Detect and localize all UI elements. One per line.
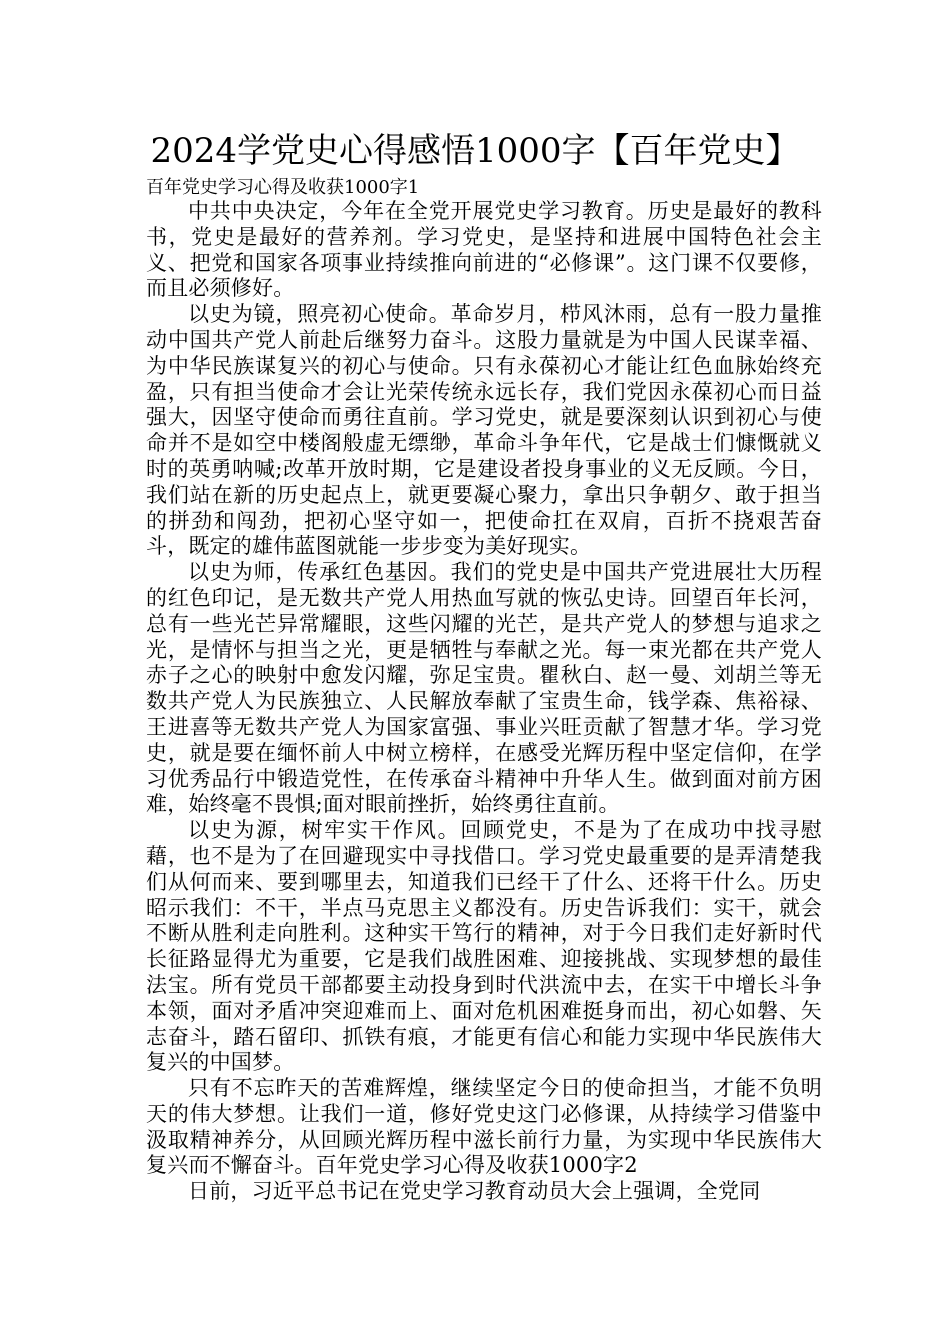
section-subtitle: 百年党史学习心得及收获1000字1 — [146, 177, 420, 198]
paragraph: 以史为师，传承红色基因。我们的党史是中国共产党进展壮大历程的红色印记，是无数共产党人用热血写就的恢弘史诗。回望百年长河，总有一些光芒异常耀眼，这些闪耀的光芒，是共产党人的梦想与追求之光，是情怀与担当之光，更是牺牲与奉献之光。每一束光都在共产党人赤子之心的映射中愈发闪耀，弥足宝贵。瞿秋白、赵一曼、刘胡兰等无数共产党人为民族独立、人民解放奉献了宝贵生命，钱学森、焦裕禄、王进喜等无数共产党人为国家富强、事业兴旺贡献了智慧才华。学习党史，就是要在缅怀前人中树立榜样，在感受光辉历程中坚定信仰，在学习优秀品行中锻造党性，在传承奋斗精神中升华人生。做到面对前方困难，始终毫不畏惧;面对眼前挫折，始终勇往直前。 — [146, 560, 822, 817]
paragraph: 以史为镜，照亮初心使命。革命岁月，栉风沐雨，总有一股力量推动中国共产党人前赴后继努力奋斗。这股力量就是为中国人民谋幸福、为中华民族谋复兴的初心与使命。只有永葆初心才能让红色血脉始终充盈，只有担当使命才会让光荣传统永远长存，我们党因永葆初心而日益强大，因坚守使命而勇往直前。学习党史，就是要深刻认识到初心与使命并不是如空中楼阁般虚无缥缈，革命斗争年代，它是战士们慷慨就义时的英勇呐喊;改革开放时期，它是建设者投身事业的义无反顾。今日，我们站在新的历史起点上，就更要凝心聚力，拿出只争朝夕、敢于担当的拼劲和闯劲，把初心坚守如一，把使命扛在双肩，百折不挠艰苦奋斗，既定的雄伟蓝图就能一步步变为美好现实。 — [146, 302, 822, 559]
document-title: 2024学党史心得感悟1000字【百年党史】 — [150, 131, 800, 171]
paragraph: 中共中央决定，今年在全党开展党史学习教育。历史是最好的教科书，党史是最好的营养剂。学习党史，是坚持和进展中国特色社会主义、把党和国家各项事业持续推向前进的“必修课”。这门课不仅要修，而且必须修好。 — [146, 199, 822, 301]
paragraph: 以史为源，树牢实干作风。回顾党史，不是为了在成功中找寻慰藉，也不是为了在回避现实中寻找借口。学习党史最重要的是弄清楚我们从何而来、要到哪里去，知道我们已经干了什么、还将干什么。历史昭示我们：不干，半点马克思主义都没有。历史告诉我们：实干，就会不断从胜利走向胜利。这种实干笃行的精神，对于今日我们走好新时代长征路显得尤为重要，它是我们战胜困难、迎接挑战、实现梦想的最佳法宝。所有党员干部都要主动投身到时代洪流中去，在实干中增长斗争本领，面对矛盾冲突迎难而上、面对危机困难挺身而出，初心如磐、矢志奋斗，踏石留印、抓铁有痕，才能更有信心和能力实现中华民族伟大复兴的中国梦。 — [146, 818, 822, 1075]
paragraph: 只有不忘昨天的苦难辉煌，继续坚定今日的使命担当，才能不负明天的伟大梦想。让我们一道，修好党史这门必修课，从持续学习借鉴中汲取精神养分，从回顾光辉历程中滋长前行力量，为实现中华民族伟大复兴而不懈奋斗。百年党史学习心得及收获1000字2 — [146, 1076, 822, 1178]
document-body — [146, 199, 822, 1205]
paragraph: 日前，习近平总书记在党史学习教育动员大会上强调，全党同 — [188, 1179, 761, 1204]
